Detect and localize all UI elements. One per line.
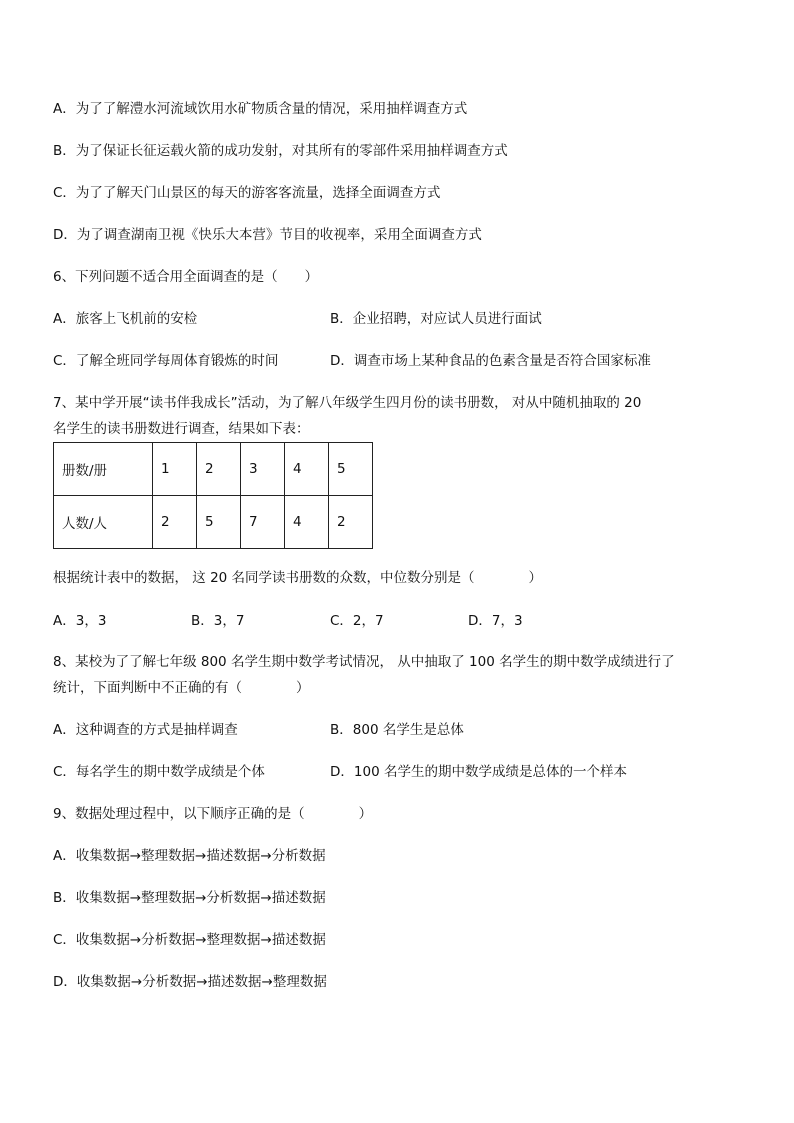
q9-option-c: C．收集数据→分析数据→整理数据→描述数据 — [53, 932, 326, 948]
q9-stem: 9、数据处理过程中，以下顺序正确的是（ ） — [53, 806, 373, 822]
table-row-books — [54, 443, 373, 496]
table-cell: 4 — [285, 443, 329, 496]
table-row-label: 人数/人 — [54, 496, 153, 549]
table-cell: 2 — [197, 443, 241, 496]
q9-option-d: D．收集数据→分析数据→描述数据→整理数据 — [53, 974, 327, 990]
q8-stem-line2: 统计，下面判断中不正确的有（ ） — [53, 680, 310, 696]
table-cell: 2 — [153, 496, 197, 549]
q7-option-c: C．2，7 — [330, 613, 384, 629]
table-cell: 4 — [285, 496, 329, 549]
q5-option-b: B．为了保证长征运载火箭的成功发射，对其所有的零部件采用抽样调查方式 — [53, 143, 508, 159]
q6-option-d: D．调查市场上某种食品的色素含量是否符合国家标准 — [330, 353, 651, 369]
table-cell: 1 — [153, 443, 197, 496]
reading-count-table — [53, 442, 373, 549]
table-cell: 5 — [329, 443, 373, 496]
q7-question: 根据统计表中的数据， 这 20 名同学读书册数的众数，中位数分别是（ ） — [53, 570, 543, 586]
q6-option-a: A．旅客上飞机前的安检 — [53, 311, 198, 327]
q9-option-a: A．收集数据→整理数据→描述数据→分析数据 — [53, 848, 326, 864]
q6-stem: 6、下列问题不适合用全面调查的是（ ） — [53, 269, 319, 285]
table-cell: 2 — [329, 496, 373, 549]
table-row-label: 册数/册 — [54, 443, 153, 496]
q5-option-a: A．为了了解澧水河流域饮用水矿物质含量的情况，采用抽样调查方式 — [53, 101, 468, 117]
q8-option-a: A．这种调查的方式是抽样调查 — [53, 722, 238, 738]
table-cell: 5 — [197, 496, 241, 549]
q7-option-d: D．7，3 — [468, 613, 523, 629]
table-row-people — [54, 496, 373, 549]
q6-option-b: B．企业招聘，对应试人员进行面试 — [330, 311, 542, 327]
q9-option-b: B．收集数据→整理数据→分析数据→描述数据 — [53, 890, 326, 906]
q6-option-c: C．了解全班同学每周体育锻炼的时间 — [53, 353, 279, 369]
table-cell: 7 — [241, 496, 285, 549]
q8-option-b: B．800 名学生是总体 — [330, 722, 464, 738]
q7-option-a: A．3，3 — [53, 613, 107, 629]
q8-stem-line1: 8、某校为了了解七年级 800 名学生期中数学考试情况， 从中抽取了 100 名学生的期中数学成绩进行了 — [53, 654, 675, 670]
table-cell: 3 — [241, 443, 285, 496]
q8-option-d: D．100 名学生的期中数学成绩是总体的一个样本 — [330, 764, 627, 780]
q7-option-b: B．3，7 — [191, 613, 245, 629]
q5-option-d: D．为了调查湖南卫视《快乐大本营》节目的收视率，采用全面调查方式 — [53, 227, 482, 243]
q5-option-c: C．为了了解天门山景区的每天的游客客流量，选择全面调查方式 — [53, 185, 441, 201]
q8-option-c: C．每名学生的期中数学成绩是个体 — [53, 764, 265, 780]
q7-stem-line1: 7、某中学开展“读书伴我成长”活动，为了解八年级学生四月份的读书册数， 对从中随机抽取的 20 — [53, 395, 642, 411]
q7-stem-line2: 名学生的读书册数进行调查，结果如下表： — [53, 421, 310, 437]
